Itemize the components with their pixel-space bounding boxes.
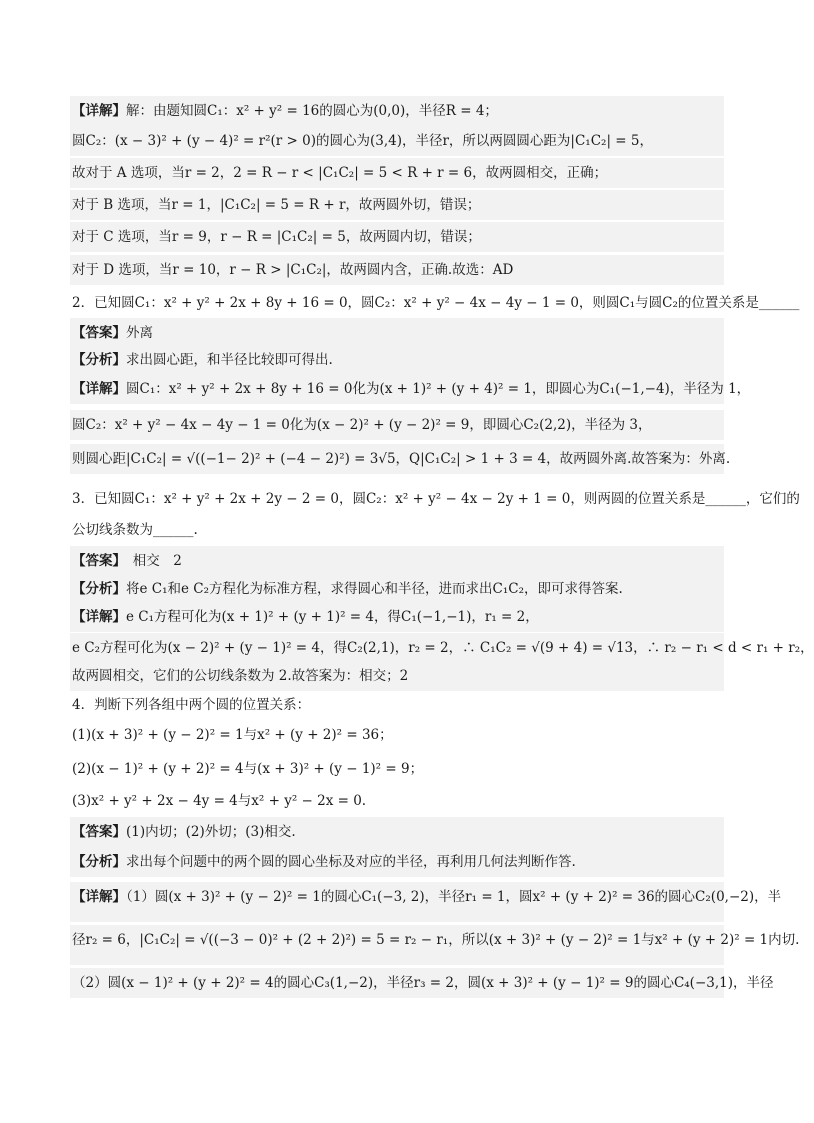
- text-line: [70, 126, 724, 156]
- text-line: [70, 255, 724, 285]
- text-line: [70, 546, 724, 576]
- section-label: 【答案】: [72, 553, 120, 569]
- line-text: 对于 D 选项，当r = 10，r − R > |C₁C₂|，故两圆内含，正确.故选：AD: [72, 262, 514, 278]
- line-text: 圆C₂：(x − 3)² + (y − 4)² = r²(r > 0)的圆心为(3,4)，半径r，所以两圆圆心距为|C₁C₂| = 5，: [72, 133, 653, 149]
- line-text: (1)(x + 3)² + (y − 2)² = 1与x² + (y + 2)² = 36；: [72, 727, 393, 743]
- section-label: 【答案】: [72, 824, 126, 840]
- text-line: [70, 690, 724, 720]
- section-label: 【详解】: [72, 103, 126, 119]
- line-text: 2．已知圆C₁：x² + y² + 2x + 8y + 16 = 0，圆C₂：x² + y² − 4x − 4y − 1 = 0，则圆C₁与圆C₂的位置关系是______: [72, 295, 800, 311]
- text-line: [70, 515, 724, 545]
- line-text: 故对于 A 选项，当r = 2，2 = R − r < |C₁C₂| = 5 < R + r = 6，故两圆相交，正确；: [72, 165, 608, 181]
- text-line: [70, 410, 724, 440]
- line-text: 求出每个问题中的两个圆的圆心坐标及对应的半径，再利用几何法判断作答.: [126, 854, 576, 870]
- line-text: 则圆心距|C₁C₂| = √((−1− 2)² + (−4 − 2)²) = 3√5，Q|C₁C₂| > 1 + 3 = 4，故两圆外离.故答案为：外离.: [72, 451, 731, 467]
- text-line: [70, 633, 814, 663]
- text-line: [70, 847, 724, 877]
- text-line: [70, 96, 724, 126]
- line-text: 公切线条数为______.: [72, 522, 198, 538]
- line-text: e C₁方程可化为(x + 1)² + (y + 1)² = 4，得C₁(−1,−1)，r₁ = 2，: [126, 609, 539, 625]
- text-line: [70, 345, 724, 375]
- line-text: (1)内切；(2)外切；(3)相交.: [126, 824, 296, 840]
- line-text: (2)(x − 1)² + (y + 2)² = 4与(x + 3)² + (y − 1)² = 9；: [72, 761, 424, 777]
- text-line: [70, 817, 724, 847]
- line-text: （2）圆(x − 1)² + (y + 2)² = 4的圆心C₃(1,−2)，半径r₃ = 2，圆(x + 3)² + (y − 1)² = 9的圆心C₄(−3,1)，半径: [72, 975, 774, 991]
- line-text: 3．已知圆C₁：x² + y² + 2x + 2y − 2 = 0，圆C₂：x² + y² − 4x − 2y + 1 = 0，则两圆的位置关系是______，它们的: [72, 491, 800, 507]
- text-line: [70, 574, 724, 604]
- line-text: e C₂方程可化为(x − 2)² + (y − 1)² = 4，得C₂(2,1)，r₂ = 2，∴ C₁C₂ = √(9 + 4) = √13，∴ r₂ − r₁ < d < r₁ + r₂，: [72, 640, 814, 656]
- text-line: [70, 786, 724, 816]
- section-label: 【分析】: [72, 581, 126, 597]
- text-line: [70, 288, 800, 318]
- text-line: [70, 318, 724, 348]
- text-line: [70, 720, 724, 750]
- line-text: （1）圆(x + 3)² + (y − 2)² = 1的圆心C₁(−3, 2)，半径r₁ = 1，圆x² + (y + 2)² = 36的圆心C₂(0,−2)，半: [126, 889, 782, 905]
- text-line: [70, 925, 800, 965]
- section-label: 【详解】: [72, 381, 126, 397]
- section-label: 【详解】: [72, 889, 126, 905]
- text-line: [70, 158, 724, 188]
- text-line: [70, 374, 751, 404]
- section-label: 【详解】: [72, 609, 126, 625]
- line-text: 圆C₂：x² + y² − 4x − 4y − 1 = 0化为(x − 2)² + (y − 2)² = 9，即圆心C₂(2,2)，半径为 3，: [72, 417, 652, 433]
- text-line: [70, 968, 774, 998]
- line-text: 相交 2: [119, 553, 182, 569]
- text-line: [70, 444, 731, 474]
- line-text: 将e C₁和e C₂方程化为标准方程，求得圆心和半径，进而求出C₁C₂，即可求得答案.: [126, 581, 623, 597]
- line-text: 圆C₁：x² + y² + 2x + 8y + 16 = 0化为(x + 1)² + (y + 4)² = 1，即圆心为C₁(−1,−4)，半径为 1，: [126, 381, 751, 397]
- line-text: 径r₂ = 6，|C₁C₂| = √((−3 − 0)² + (2 + 2)²) = 5 = r₂ − r₁，所以(x + 3)² + (y − 2)² = 1与x² + (y + 2)² = 1内切.: [72, 932, 800, 948]
- line-text: 对于 C 选项，当r = 9，r − R = |C₁C₂| = 5，故两圆内切，错误；: [72, 229, 481, 245]
- text-line: [70, 602, 724, 632]
- text-line: [70, 754, 724, 784]
- line-text: 解：由题知圆C₁：x² + y² = 16的圆心为(0,0)，半径R = 4；: [126, 103, 498, 119]
- line-text: 外离: [126, 325, 153, 341]
- text-line: [70, 190, 724, 220]
- line-text: 故两圆相交，它们的公切线条数为 2.故答案为：相交；2: [72, 668, 409, 684]
- text-line: [70, 484, 800, 514]
- section-label: 【答案】: [72, 325, 126, 341]
- line-text: (3)x² + y² + 2x − 4y = 4与x² + y² − 2x = 0.: [72, 793, 367, 809]
- line-text: 对于 B 选项，当r = 1，|C₁C₂| = 5 = R + r，故两圆外切，错误；: [72, 197, 481, 213]
- line-text: 求出圆心距，和半径比较即可得出.: [126, 352, 333, 368]
- section-label: 【分析】: [72, 352, 126, 368]
- text-line: [70, 661, 724, 691]
- text-line: [70, 882, 782, 922]
- section-label: 【分析】: [72, 854, 126, 870]
- text-line: [70, 222, 724, 252]
- line-text: 4．判断下列各组中两个圆的位置关系：: [72, 697, 311, 713]
